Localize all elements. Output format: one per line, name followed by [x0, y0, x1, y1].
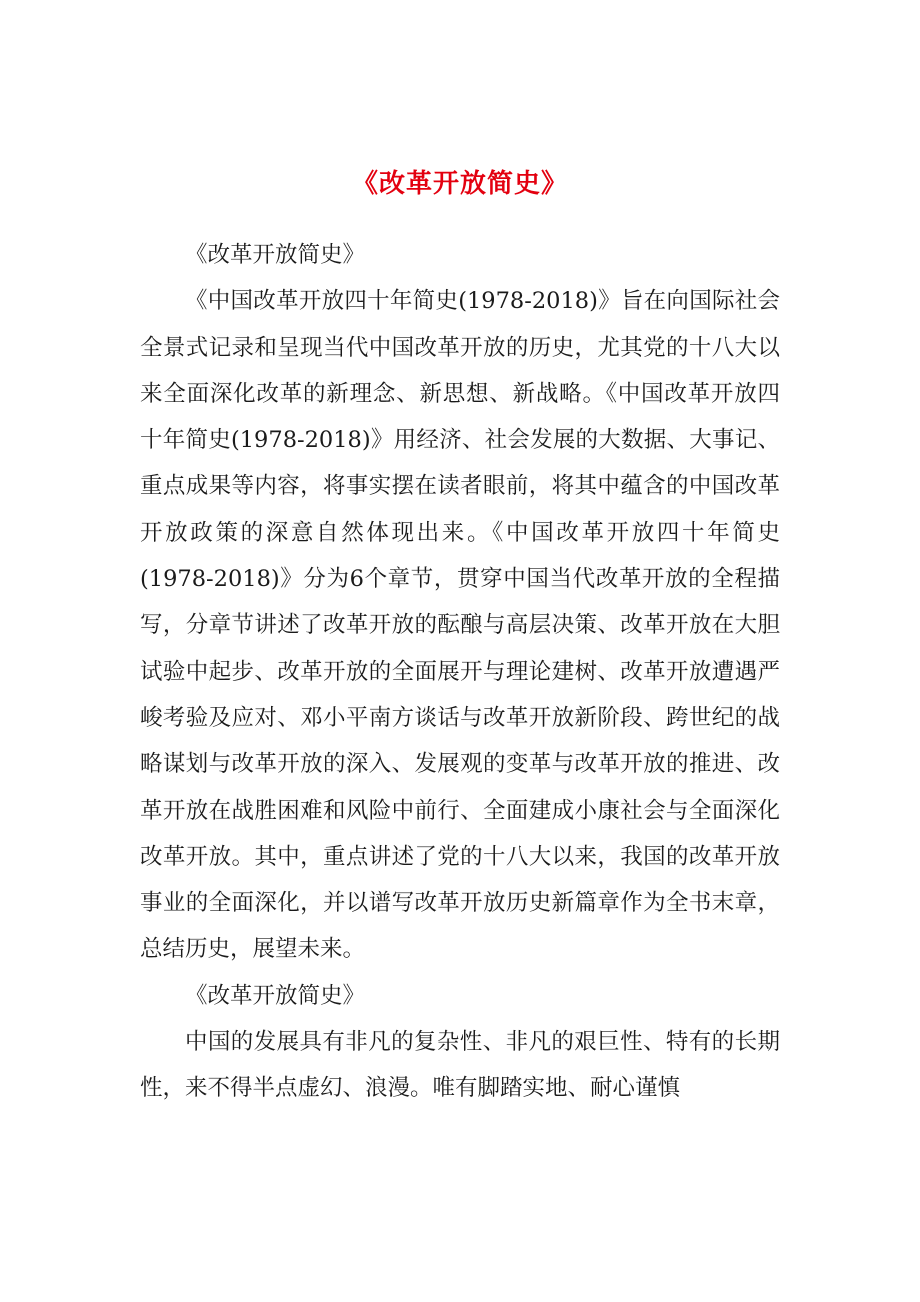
- section-heading: 《改革开放简史》: [185, 982, 366, 1009]
- document-title: 《改革开放简史》: [351, 169, 568, 199]
- document-body: [140, 232, 780, 1112]
- section-heading: 《改革开放简史》: [185, 242, 366, 268]
- body-paragraph: 《中国改革开放四十年简史(1978-2018)》旨在向国际社会全景式记录和呈现当代中国改革开放的历史，尤其党的十八大以来全面深化改革的新理念、新思想、新战略。《中国改革开放四十年简史(1978-2018)》用经济、社会发展的大数据、大事记、重点成果等内容，将事实摆在读者眼前，将其中蕴含的中国改革开放政策的深意自然体现出来。《中国改革开放四十年简史(1978-2018)》分为6个章节，贯穿中国当代改革开放的全程描写，分章节讲述了改革开放的酝酿与高层决策、改革开放在大胆试验中起步、改革开放的全面展开与理论建树、改革开放遭遇严峻考验及应对、邓小平南方谈话与改革开放新阶段、跨世纪的战略谋划与改革开放的深入、发展观的变革与改革开放的推进、改革开放在战胜困难和风险中前行、全面建成小康社会与全面深化改革开放。其中，重点讲述了党的十八大以来，我国的改革开放事业的全面深化，并以谱写改革开放历史新篇章作为全书末章，总结历史，展望未来。: [140, 288, 780, 963]
- body-paragraph: 中国的发展具有非凡的复杂性、非凡的艰巨性、特有的长期性，来不得半点虚幻、浪漫。唯有脚踏实地、耐心谨慎: [140, 1029, 780, 1102]
